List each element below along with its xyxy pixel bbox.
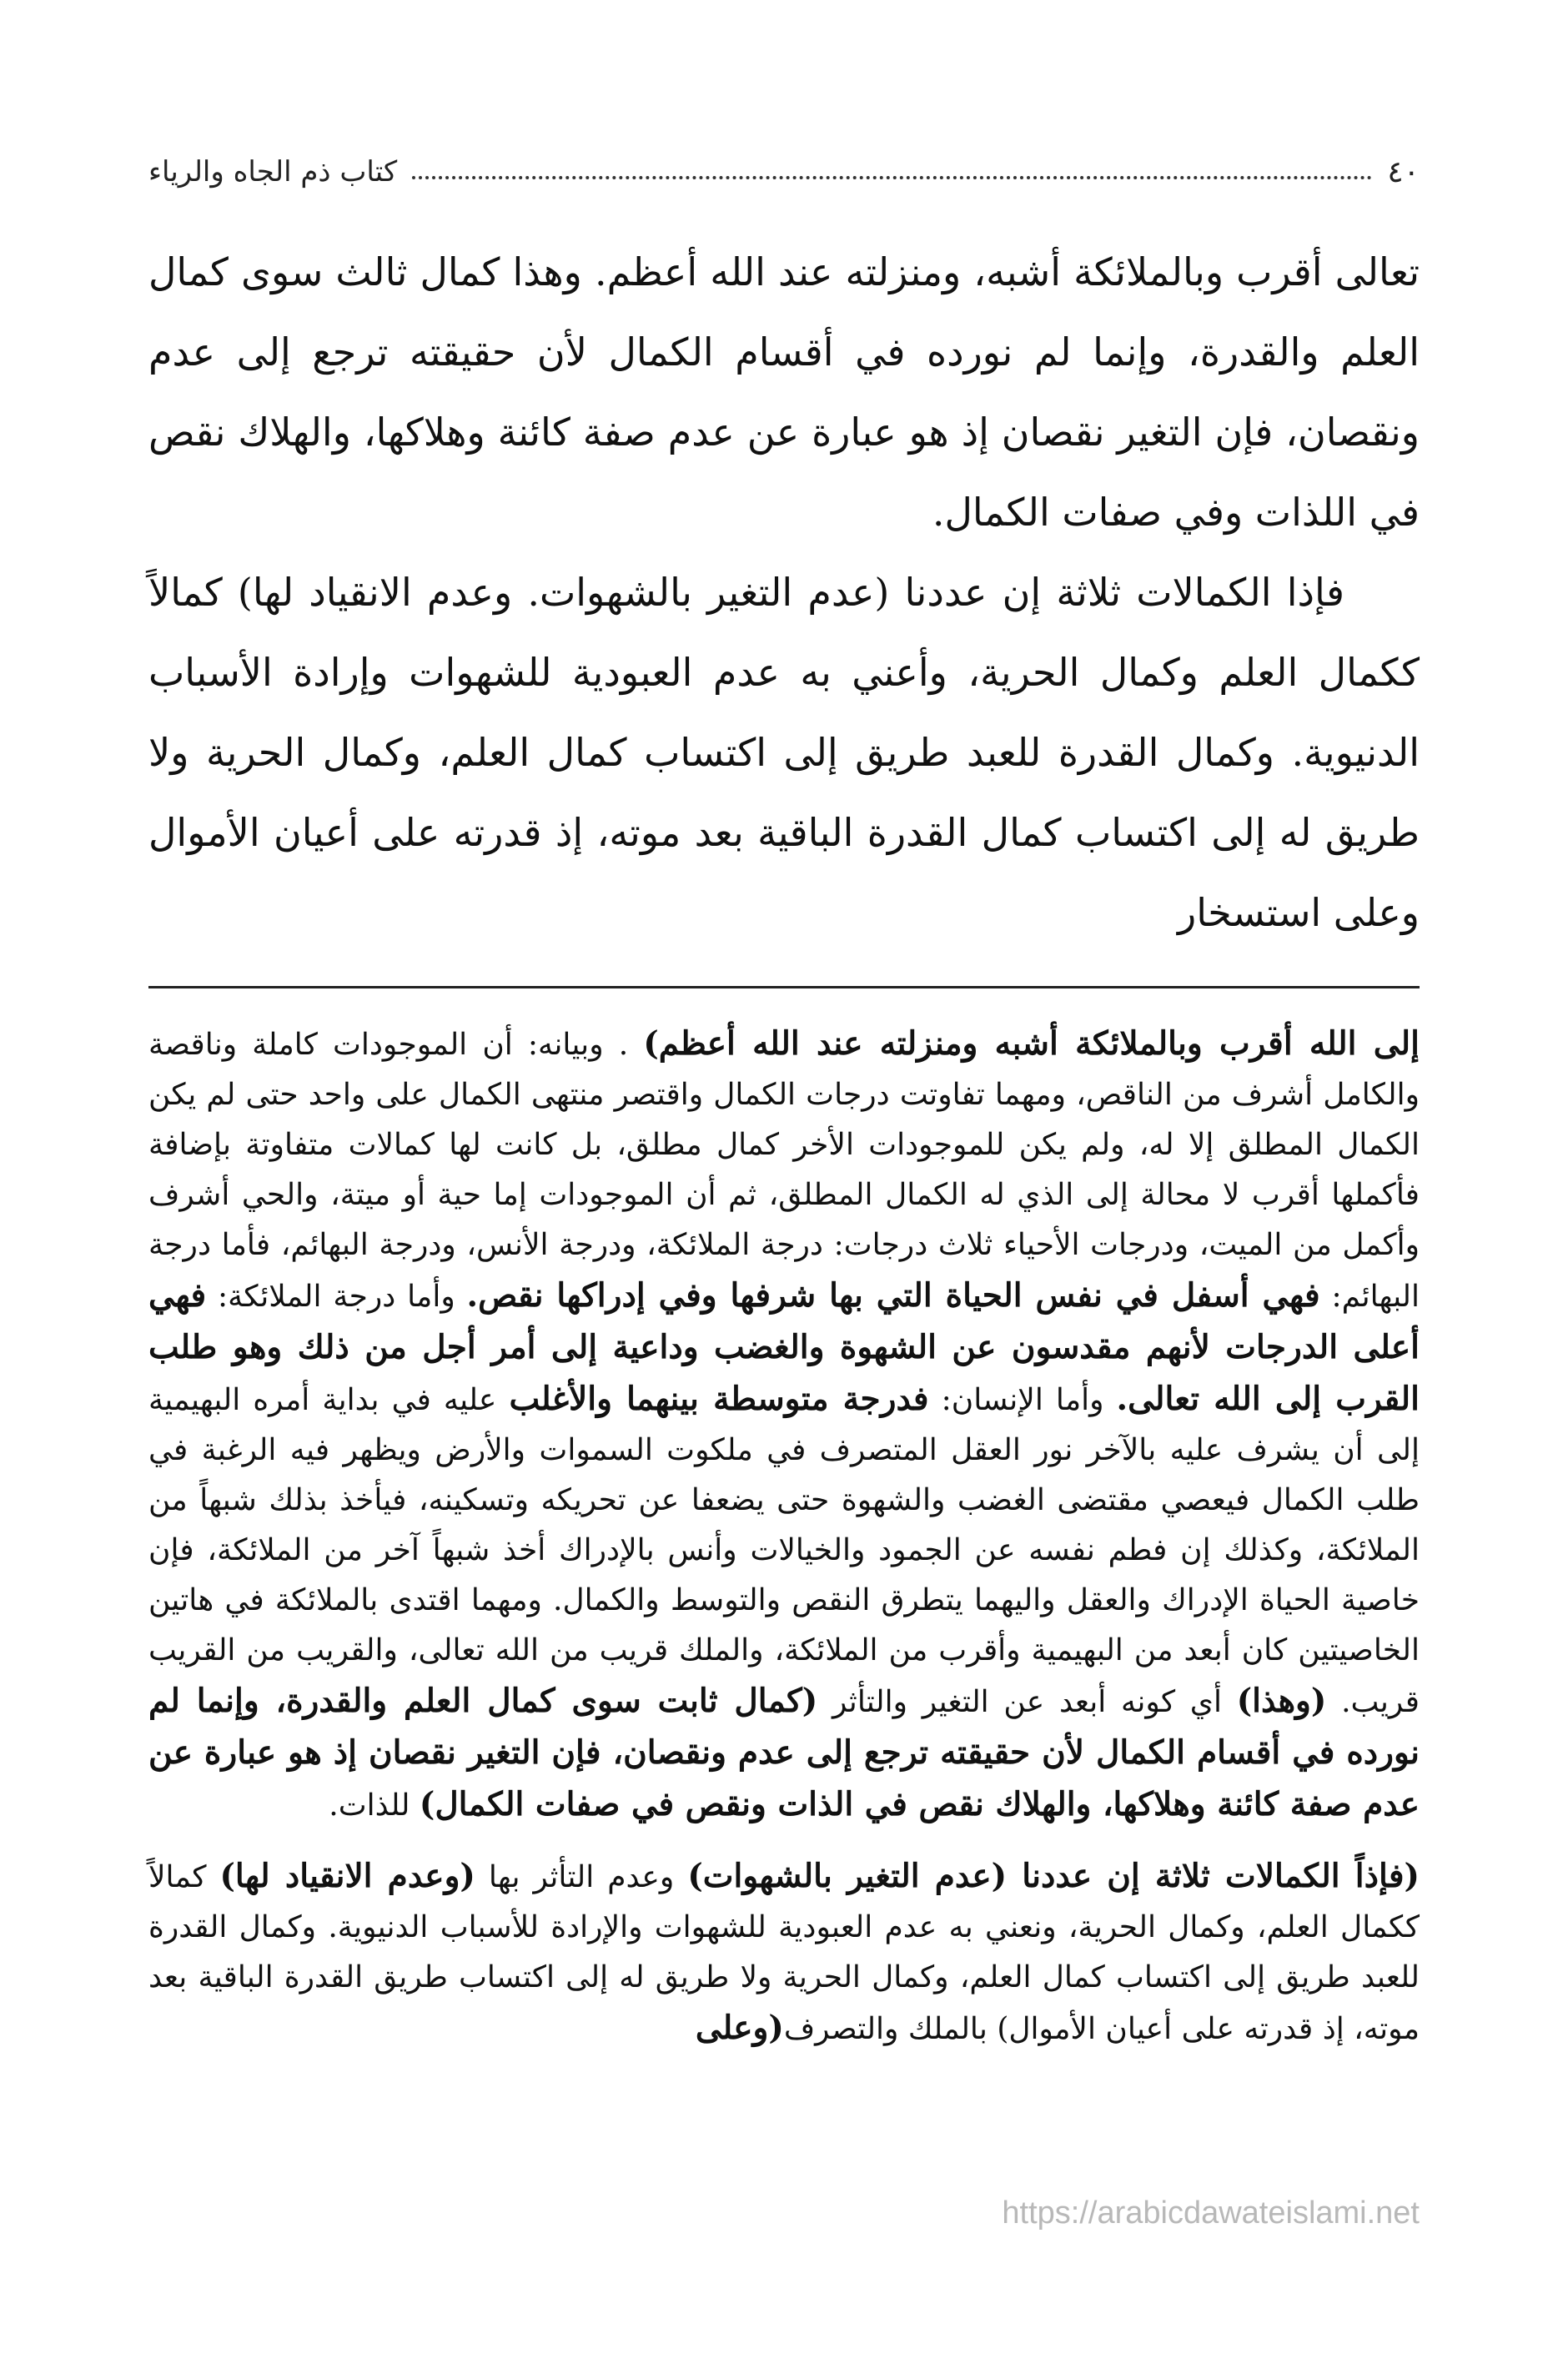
commentary-text-8: كمالاً ككمال العلم، وكمال الحرية، ونعني به عدم العبودية للشهوات والإرادة للأسباب الدنيوية. وكمال القدرة للعبد طريق إلى اكتساب كمال العلم، وكمال الحرية ولا طريق له إلى اكتساب طريق القدرة الباقية بعد موته، إذ قدرته على أعيان الأموال) بالملك والتصرف xyxy=(148,1860,1420,2046)
commentary-bold-2: فهي أسفل في نفس الحياة التي بها شرفها وفي إدراكها نقص. xyxy=(466,1276,1320,1315)
commentary-bold-4: فدرجة متوسطة بينهما والأغلب xyxy=(509,1380,929,1418)
header-dot-leader xyxy=(412,176,1372,179)
commentary-text-4: عليه في بداية أمره البهيمية إلى أن يشرف عليه بالآخر نور العقل المتصرف في ملكوت السموات والأرض ويظهر فيه الرغبة في طلب الكمال فيعصي مقتضى الغضب والشهوة حتى يضعفا عن تحريكه وتسكينه، فيأخذ بذلك شبهاً من الملائكة، وكذلك إن فطم نفسه عن الجمود والخيالات وأنس بالإدراك أخذ شبهاً آخر من الملائكة، فإن خاصية الحياة الإدراك والعقل واليهما يتطرق النقص والتوسط والكمال. ومهما اقتدى بالملائكة في هاتين الخاصيتين كان أبعد من البهيمية وأقرب من الملائكة، والملك قريب من الله تعالى، والقريب من القريب قريب. xyxy=(148,1383,1420,1719)
commentary-bold-9: (وعلى xyxy=(695,2009,784,2047)
page-number: ٤٠ xyxy=(1387,154,1420,189)
main-text xyxy=(148,232,1420,953)
commentary-paragraph-2 xyxy=(148,1851,1420,2055)
commentary-text-6: للذات. xyxy=(329,1788,410,1823)
commentary-bold-3: فهي أعلى الدرجات لأنهم مقدسون عن الشهوة والغضب وداعية إلى أمر أجل من ذلك وهو طلب القرب إلى الله تعالى. xyxy=(148,1276,1420,1418)
running-header xyxy=(148,148,1420,195)
separator-line xyxy=(148,986,1420,988)
commentary-paragraph-1 xyxy=(148,1019,1420,1831)
commentary-bold-8: (وعدم الانقياد لها) xyxy=(219,1857,475,1895)
commentary-text-1: . وبيانه: أن الموجودات كاملة وناقصة والكامل أشرف من الناقص، ومهما تفاوتت درجات الكمال واقتصر منتهى الكمال على واحد حتى لم يكن الكمال المطلق إلا له، ولم يكن للموجودات الأخر كمال مطلق، بل كانت لها كمالات متفاوتة بإضافة فأكملها أقرب لا محالة إلى الذي له الكمال المطلق، ثم أن الموجودات إما حية أو ميتة، والحي أشرف وأكمل من الميت، ودرجات الأحياء ثلاث درجات: درجة الملائكة، ودرجة الأنس، ودرجة البهائم، فأما درجة البهائم: xyxy=(148,1028,1420,1314)
watermark-url: https://arabicdawateislami.net xyxy=(1002,2196,1420,2231)
commentary-bold-6: (كمال ثابت سوى كمال العلم والقدرة، وإنما لم نورده في أقسام الكمال لأن حقيقته ترجع إلى عدم ونقصان، فإن التغير نقصان إذ هو عبارة عن عدم صفة كائنة وهلاكها، والهلاك نقص في الذات ونقص في صفات الكمال) xyxy=(148,1682,1420,1823)
book-title: كتاب ذم الجاه والرياء xyxy=(148,155,398,189)
main-paragraph-2: فإذا الكمالات ثلاثة إن عددنا (عدم التغير بالشهوات. وعدم الانقياد لها) كمالاً ككمال العلم وكمال الحرية، وأعني به عدم العبودية للشهوات وإرادة الأسباب الدنيوية. وكمال القدرة للعبد طريق إلى اكتساب كمال العلم، وكمال الحرية ولا طريق له إلى اكتساب كمال القدرة الباقية بعد موته، إذ قدرته على أعيان الأموال وعلى استسخار xyxy=(148,570,1420,935)
main-paragraph-1: تعالى أقرب وبالملائكة أشبه، ومنزلته عند الله أعظم. وهذا كمال ثالث سوى كمال العلم والقدرة، وإنما لم نورده في أقسام الكمال لأن حقيقته ترجع إلى عدم ونقصان، فإن التغير نقصان إذ هو عبارة عن عدم صفة كائنة وهلاكها، والهلاك نقص في اللذات وفي صفات الكمال. xyxy=(148,249,1420,535)
commentary-bold-5: (وهذا) xyxy=(1236,1682,1327,1720)
commentary-text-2: وأما درجة الملائكة: xyxy=(217,1280,455,1314)
commentary-bold-1: إلى الله أقرب وبالملائكة أشبه ومنزلته عند الله أعظم) xyxy=(643,1024,1420,1063)
commentary-bold-7: (فإذاً الكمالات ثلاثة إن عددنا (عدم التغير بالشهوات) xyxy=(687,1857,1420,1895)
commentary-text xyxy=(148,1019,1420,2055)
commentary-text-7: وعدم التأثر بها xyxy=(488,1860,675,1894)
commentary-text-5: أي كونه أبعد عن التغير والتأثر xyxy=(832,1685,1222,1719)
commentary-text-3: وأما الإنسان: xyxy=(941,1383,1104,1417)
